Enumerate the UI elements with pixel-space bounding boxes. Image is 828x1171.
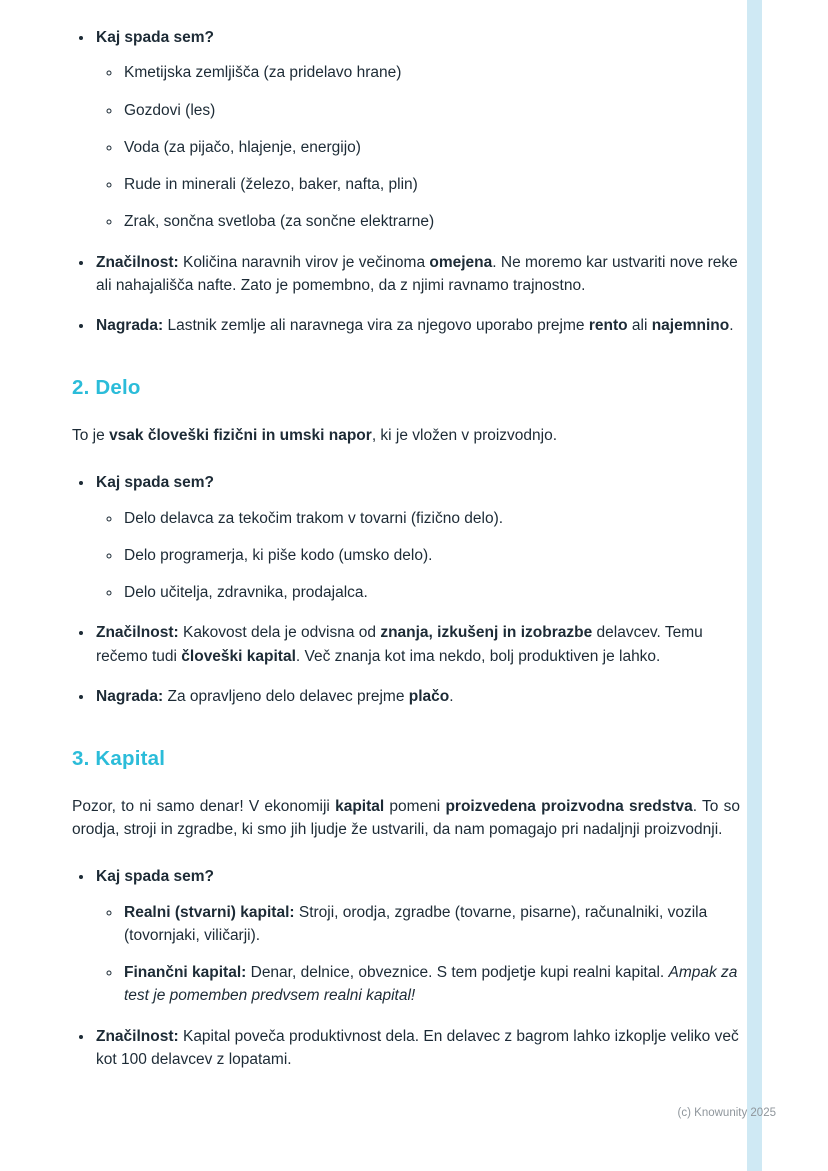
text-segment: Denar, delnice, obveznice. S tem podjetje kupi realni kapital. [246,964,669,981]
list-item [94,1025,740,1072]
text-segment: Značilnost: [96,1027,179,1045]
text-segment: Za opravljeno delo delavec prejme [163,687,409,705]
section-heading: 2. Delo [72,376,141,400]
text-segment: Kmetijska zemljišča (za pridelavo hrane) [124,64,402,82]
text-segment: Pozor, to ni samo denar! V ekonomiji [72,797,336,815]
sub-bullet-list [96,901,740,1008]
list-item [94,685,740,708]
text-segment: proizvedena proizvodna sredstva [445,797,693,815]
text-segment: Kakovost dela je odvisna od [178,624,381,642]
sub-bullet-list [96,61,740,233]
sub-list-item [122,581,740,604]
text-segment: Delo delavca za tekočim trakom v tovarni (fizično delo). [124,509,504,527]
document-content [72,26,740,1088]
text-segment: omejena [429,253,493,271]
paragraph [72,424,740,447]
text-segment: Delo programerja, ki piše kodo (umsko delo). [124,546,433,564]
text-segment: rento [588,317,628,334]
text-segment: Realni (stvarni) kapital: [124,903,295,921]
text-segment: Delo učitelja, zdravnika, prodajalca. [124,584,368,601]
list-item [94,865,740,1007]
page-edge-stripe [747,0,762,1171]
text-segment: Finančni kapital: [124,964,247,981]
list-item [94,314,740,337]
text-segment: Količina naravnih virov je večinoma [178,253,430,271]
text-segment: Značilnost: [96,624,179,642]
text-segment: Rude in minerali (železo, baker, nafta, plin) [124,176,418,193]
bullet-list [72,865,740,1071]
sub-list-item [122,99,740,122]
text-segment: kapital [335,797,385,815]
bullet-list [72,471,740,708]
sub-list-item [122,136,740,159]
text-segment: Stroji, orodja, zgradbe (tovarne, pisarne), računalniki, vozila (tovornjaki, viličarji). [124,903,708,944]
list-item [94,251,740,298]
sub-list-item [122,61,740,84]
list-item [94,621,740,668]
sub-list-item [122,544,740,567]
text-segment: plačo [408,687,450,705]
text-segment: . [729,317,734,334]
sub-list-item [122,507,740,530]
sub-list-item [122,173,740,196]
text-segment: Kaj spada sem? [96,29,215,46]
text-segment: znanja, izkušenj in izobrazbe [380,624,593,642]
text-segment: vsak človeški fizični in umski napor [109,427,372,444]
text-segment: Voda (za pijačo, hlajenje, energijo) [124,138,361,156]
text-segment: Kaj spada sem? [96,868,215,886]
section-heading: 3. Kapital [72,747,166,770]
text-segment: . Ne moremo kar ustvariti nove reke ali nahajališča nafte. Zato je pomembno, da z njimi ravnamo trajnostno. [96,253,738,294]
text-segment: Kapital poveča produktivnost dela. En delavec z bagrom lahko izkoplje veliko več kot 100 delavcev z lopatami. [96,1027,739,1068]
sub-bullet-list [96,507,740,605]
bullet-list [72,26,740,337]
text-segment: Gozdovi (les) [124,101,216,119]
text-segment: Nagrada: [96,687,164,705]
text-segment: To je [72,427,110,444]
sub-list-item [122,210,740,233]
text-segment: Lastnik zemlje ali naravnega vira za njegovo uporabo prejme [163,317,589,334]
text-segment: Značilnost: [96,253,179,271]
text-segment: Nagrada: [96,317,164,334]
text-segment: . To so orodja, stroji in zgradbe, ki smo jih ljudje že ustvarili, da nam pomagajo pri nadaljnji proizvodnji. [72,797,740,838]
text-segment: Zrak, sončna svetloba (za sončne elektrarne) [124,213,435,231]
text-segment: Ampak za test je pomemben predvsem realni kapital! [124,964,738,1005]
text-segment: ali [627,317,652,334]
watermark: (c) Knowunity 2025 [677,1107,776,1119]
paragraph [72,795,740,842]
text-segment: , ki je vložen v proizvodnjo. [371,427,558,444]
text-segment: najemnino [651,317,730,334]
text-segment: delavcev. Temu rečemo tudi [96,624,703,665]
text-segment: pomeni [384,797,446,815]
sub-list-item [122,961,740,1008]
text-segment: Kaj spada sem? [96,474,215,492]
list-item [94,26,740,234]
list-item [94,471,740,604]
sub-list-item [122,901,740,948]
text-segment: človeški kapital [181,647,296,665]
text-segment: . [449,687,454,705]
text-segment: . Več znanja kot ima nekdo, bolj produktiven je lahko. [295,647,661,665]
